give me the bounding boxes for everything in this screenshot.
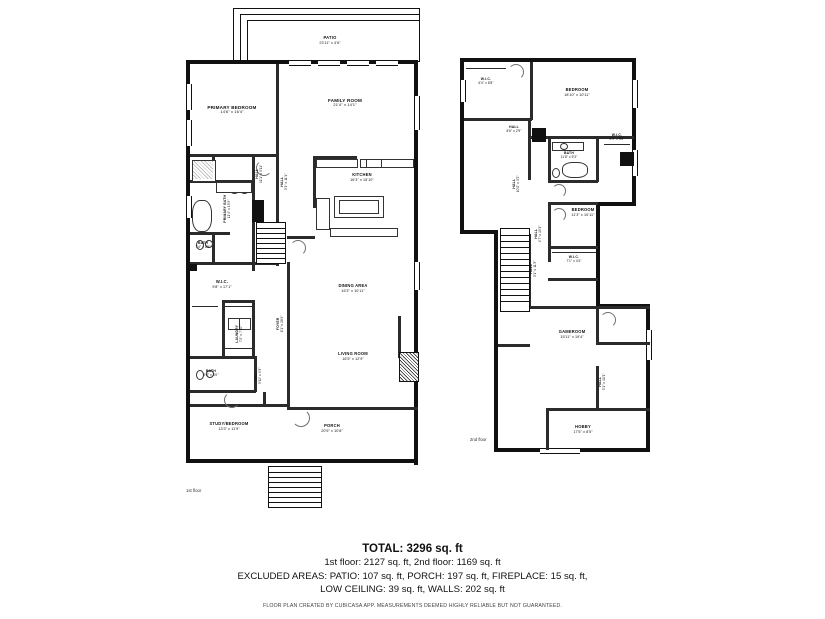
room-name: HALL [598,376,603,387]
room-label-hobby [556,425,610,434]
room-label-hall-f2-d [530,248,538,290]
room-dim: 3'1" x 11'3" [533,260,538,278]
range [366,159,382,168]
room-name: HALL [534,228,539,239]
interior-wall [548,202,551,262]
room-name: PRIMARY BATH [223,194,228,223]
bathtub [562,162,588,178]
room-dim: 3'1" x 10'1" [602,373,607,391]
room-name: LIVING ROOM [338,351,368,356]
room-label-hall-f2-a [496,126,532,134]
window [414,262,420,290]
room-dim: 14'6" x 16'4" [220,109,244,115]
room-dim: 16'3" x 10'11" [341,288,365,293]
summary-footer [0,543,825,609]
room-name: LAUNDRY [235,324,240,343]
room-name: W.I.C. [611,133,623,137]
room-label-porch [302,424,362,433]
exterior-wall-right3-f2 [646,304,650,452]
room-dim: 6'1" x 28'4" [280,315,285,333]
closet-shelf [604,144,630,145]
room-label-wic-f2-a [466,78,506,86]
floor-areas: 1st floor: 2127 sq. ft, 2nd floor: 1169 sq. ft [324,557,501,569]
vanity-counter [216,182,252,193]
interior-wall [498,344,530,347]
kitchen-island-inner [339,200,379,214]
room-name: BATH [206,369,216,373]
closet-shelf [192,306,218,307]
room-name: DINING AREA [338,283,368,288]
window [318,60,340,66]
room-label-dining-area [322,284,384,293]
room-label-study-bedroom [194,422,264,431]
porch-steps [268,466,322,508]
room-name: HALL [509,125,519,129]
room-label-bath-f2 [550,152,588,160]
room-label-bath-1 [188,242,218,250]
room-label-bath-2 [195,370,227,378]
room-label-laundry [236,313,244,355]
interior-wall [530,306,650,309]
room-dim: 3'11" x 9'3" [258,367,263,385]
room-name: HALL [255,168,260,179]
room-label-hall-f2-e [599,361,607,403]
interior-wall [190,154,279,157]
interior-wall [190,356,255,359]
interior-wall [287,262,290,407]
room-label-bedroom-f2-a [534,88,620,97]
room-label-gameroom [540,330,604,339]
room-name: W.I.C. [480,77,492,81]
room-label-patio [285,36,375,45]
window [646,330,652,360]
room-name: HALL [280,176,285,187]
interior-wall [548,246,598,249]
window [414,96,420,130]
room-label-bedroom-f2-b [552,208,614,217]
staircase [256,222,286,264]
floor-tag-2: 2nd floor [470,437,487,442]
room-name: PATIO [323,35,337,40]
room-dim: 17'5" x 8'5" [573,429,593,434]
room-label-hall-1 [256,152,264,196]
interior-wall [287,407,418,410]
room-dim: 6'4" x 8'8" [478,80,494,85]
exterior-wall-leftjog-f2 [460,230,498,234]
room-name: FOYER [276,317,281,331]
door-arc [224,392,240,408]
disclaimer: FLOOR PLAN CREATED BY CUBICASA APP. MEASUREMENTS DEEMED HIGHLY RELIABLE BUT NOT GUARANTEED. [263,603,562,609]
window [376,60,398,66]
interior-wall [276,64,279,156]
total-area: TOTAL: 3296 sq. ft [362,543,463,556]
structural-column [252,200,264,222]
interior-wall [596,366,599,410]
door-arc [508,64,524,80]
excluded-areas-2: LOW CEILING: 39 sq. ft, WALLS: 202 sq. ft [320,583,505,595]
fireplace [399,352,419,382]
room-dim: 13'3" x 11'9" [218,426,240,431]
room-dim: 7'1" x 4'4" [566,258,582,263]
room-label-primary-bath [224,181,232,237]
window [347,60,369,66]
interior-wall [263,392,266,406]
room-label-kitchen [332,173,392,182]
room-name: HOBBY [575,424,591,429]
window [632,80,638,108]
room-name: PRIMARY BEDROOM [207,105,257,110]
room-label-wic-f2-c [556,256,592,264]
interior-wall [596,138,599,182]
bathtub [192,200,212,232]
room-dim: 9'8" x 17'1" [212,284,232,289]
exterior-wall-right2-f2 [596,202,600,308]
toilet [552,168,560,178]
room-label-foyer [277,302,285,346]
interior-wall [548,278,598,281]
interior-wall [287,236,315,239]
room-dim: 7'4" x 5'5" [195,244,211,249]
interior-wall [548,180,598,183]
room-dim: 7'0" x 7'10" [239,325,244,343]
room-dim: 23'11" x 4'6" [319,40,341,45]
room-name: FAMILY ROOM [327,98,363,103]
interior-wall [222,300,254,303]
room-dim: 11'8" x 5'3" [560,154,578,159]
closet-shelf [224,306,252,307]
room-dim: 11'4" x 13'9" [227,199,232,219]
interior-wall [596,342,650,345]
door-arc [290,240,306,256]
room-name: HALL [254,370,259,381]
room-name: W.I.C. [215,279,229,284]
room-dim: 10'0" x 3'2" [516,175,521,193]
room-dim: 11'1" x 3'11" [259,164,264,183]
room-name: PORCH [324,423,340,428]
room-dim: 9'8" x 5'0" [203,372,219,377]
room-name: GAMEROOM [558,329,586,334]
window [289,60,311,66]
staircase-f2 [500,228,530,312]
room-name: STUDY/BEDROOM [209,421,249,426]
interior-wall [546,408,549,450]
excluded-areas-1: EXCLUDED AREAS: PATIO: 107 sq. ft, PORCH: 197 sq. ft, FIREPLACE: 15 sq. ft, [237,570,588,582]
room-dim: 8'6" x 2'9" [506,128,522,133]
exterior-wall-bottom [186,459,418,463]
room-label-hall-f2-b [513,164,521,204]
exterior-wall-rightjog-f2 [596,202,636,206]
exterior-wall-left2-f2 [494,230,498,452]
room-dim: 20'5" x 10'8" [321,428,343,433]
interior-wall [190,390,256,393]
room-dim: 5'9" x 5'8" [609,136,625,141]
kitchen-counter-top [316,159,358,168]
room-dim: 15'11" x 19'4" [560,334,584,339]
room-label-primary-bedroom [189,105,275,115]
room-label-wic-f2-b [600,134,634,142]
room-label-wic-1 [198,280,246,289]
interior-wall [252,300,255,358]
room-dim: 4'7" x 15'1" [538,225,543,243]
cabinet [316,198,330,230]
interior-wall [190,404,290,407]
structural-column [190,264,197,271]
room-dim: 11'3" x 10'11" [571,212,595,217]
shower-hatch [193,161,213,179]
room-dim: 16'3" x 15'10" [350,177,374,182]
room-label-family-room [300,98,390,108]
vanity-counter [552,142,584,151]
interior-wall [464,118,532,121]
closet-shelf [552,252,596,253]
interior-wall [548,138,551,182]
room-label-living-room [322,352,384,361]
structural-column [532,128,546,142]
door-arc [552,184,566,198]
room-name: HALL [529,263,534,274]
interior-wall [530,62,533,120]
room-label-hall-3 [255,354,263,398]
room-label-hall-2 [281,160,289,204]
room-name: BEDROOM [571,207,595,212]
room-name: BATH [198,241,208,245]
room-name: BEDROOM [565,87,589,92]
floor-tag-1: 1st floor [186,488,202,493]
door-arc [600,312,616,328]
kitchen-counter-bottom [330,228,398,237]
room-dim: 3'1" x 11'1" [284,173,289,191]
window [186,120,192,146]
room-dim: 16'5" x 12'9" [342,356,364,361]
room-name: BATH [564,151,574,155]
sink [560,143,568,150]
room-dim: 21'4" x 14'1" [333,102,357,108]
room-name: W.I.C. [568,255,580,259]
structural-column [620,152,634,166]
exterior-wall-top-f2 [460,58,636,62]
room-dim: 18'10" x 10'11" [564,92,590,97]
interior-wall [548,202,598,205]
room-name: HALL [512,178,517,189]
room-name: KITCHEN [352,172,372,177]
closet-shelf [466,68,506,69]
